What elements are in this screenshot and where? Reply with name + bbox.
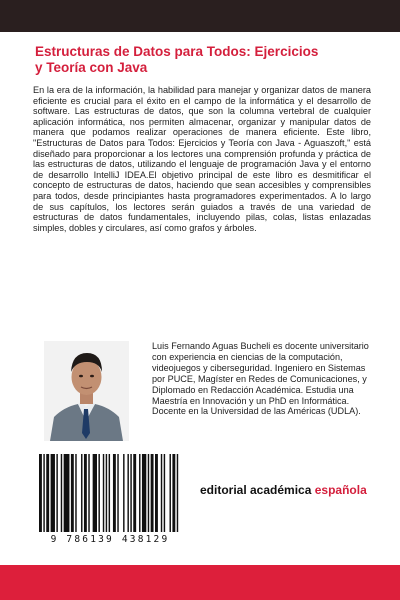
bottom-band xyxy=(0,565,400,600)
barcode-bar xyxy=(98,454,99,532)
barcode-bar xyxy=(39,454,42,532)
barcode-bar xyxy=(106,454,107,532)
barcode-bar xyxy=(88,454,89,532)
barcode-bar xyxy=(64,454,70,532)
author-portrait-icon xyxy=(44,341,129,441)
publisher-imprint xyxy=(200,483,380,497)
author-photo xyxy=(44,341,129,441)
barcode-bar xyxy=(117,454,118,532)
barcode-bar xyxy=(61,454,62,532)
barcode-bar xyxy=(75,454,76,532)
book-description: En la era de la información, la habilidad para manejar y organizar datos de manera eficiente es crucial para el éxito en el campo de la informática y el desarrollo de software. Las estructuras de datos, que son la columna vertebral de cualquier aplicación informática, nos permiten almacenar, organizar y manipular datos de manera que podamos realizar operaciones de manera eficiente. Este libro, "Estructuras de Datos para Todos: Ejercicios y Teoría con Java - Aguaszoft," está diseñado para proporcionar a los lectores una comprensión profunda y práctica de las estructuras de datos, utilizando el lenguaje de programación Java y el entorno de desarrollo IntelliJ IDEA.El objetivo principal de este libro es desmitificar el concepto de estructuras de datos, haciendo que sean accesibles y comprensibles para todos, desde principiantes hasta programadores experimentados. A lo largo de sus capítulos, los lectores serán guiados a través de una variedad de estructuras de datos fundamentales, incluyendo pilas, colas, listas enlazadas simples, dobles y circulares, así como grafos y árboles. xyxy=(33,85,371,233)
barcode-bar xyxy=(161,454,162,532)
isbn-barcode xyxy=(35,454,185,552)
isbn-number: 9 786139 438129 xyxy=(50,534,170,545)
barcode-bar xyxy=(103,454,104,532)
barcode-bar xyxy=(127,454,128,532)
author-bio: Luis Fernando Aguas Bucheli es docente universitario con experiencia en ciencias de la computación, videojuegos y ciberseguridad. Ingeniero en Sistemas por PUCE, Magíster en Redes de Comunicaciones, y Diplomado en Redacción Académica. Estudia una Maestría en Innovación y un PhD en Informática. Docente en la Universidad de las Américas (UDLA). xyxy=(152,341,369,417)
barcode-bar xyxy=(84,454,87,532)
publisher-name-part1: editorial académica xyxy=(200,483,312,497)
barcode-bar xyxy=(133,454,136,532)
barcode-bar xyxy=(155,454,158,532)
barcode-bar xyxy=(81,454,82,532)
barcode-bar xyxy=(164,454,165,532)
barcode-bar xyxy=(177,454,178,532)
barcode-bar xyxy=(142,454,146,532)
barcode-bar xyxy=(46,454,49,532)
book-title-line-2: y Teoría con Java xyxy=(35,60,148,75)
top-band xyxy=(0,0,400,32)
barcode-bar xyxy=(43,454,44,532)
barcode-bar xyxy=(71,454,74,532)
barcode-bar xyxy=(172,454,175,532)
barcode-bar xyxy=(93,454,97,532)
barcode-bar xyxy=(56,454,57,532)
book-title xyxy=(35,44,375,76)
barcode-bar xyxy=(113,454,116,532)
barcode-bar xyxy=(130,454,131,532)
barcode-bar xyxy=(139,454,140,532)
barcode-bar xyxy=(151,454,154,532)
barcode-bar xyxy=(148,454,149,532)
barcode-bar xyxy=(109,454,110,532)
publisher-name-part2: española xyxy=(314,483,367,497)
barcode-bar xyxy=(123,454,124,532)
book-title-line-1: Estructuras de Datos para Todos: Ejercicios xyxy=(35,44,319,59)
barcode-bar xyxy=(170,454,171,532)
barcode-bar xyxy=(51,454,55,532)
barcode-icon xyxy=(35,454,185,534)
